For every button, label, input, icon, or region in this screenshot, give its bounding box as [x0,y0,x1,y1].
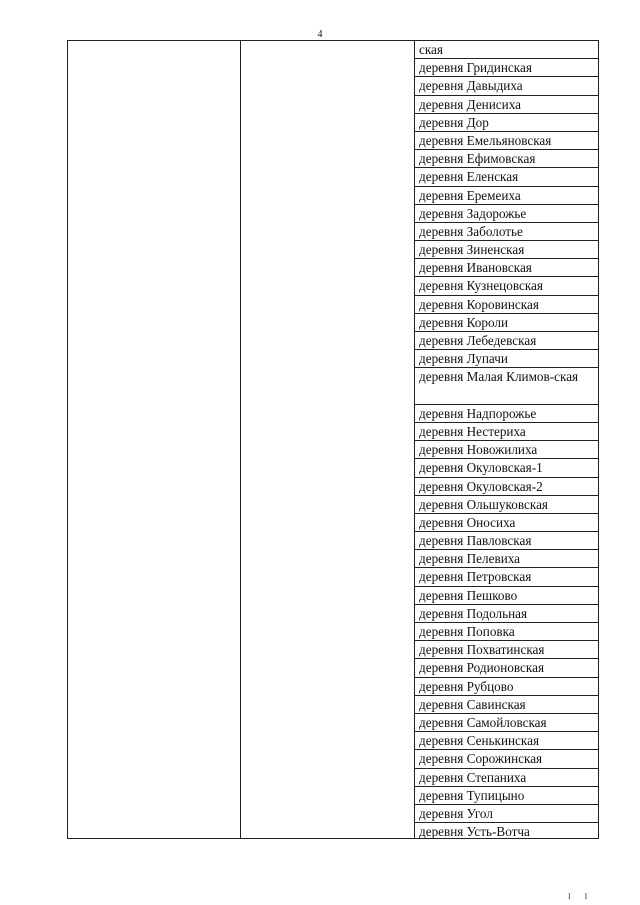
settlement-list [415,41,598,838]
page-number: 4 [317,29,323,40]
settlement-row: деревня Ефимовская [415,150,598,168]
settlement-row: деревня Подольная [415,605,598,623]
settlement-row: деревня Зиненская [415,241,598,259]
settlement-row: деревня Павловская [415,532,598,550]
settlement-row: деревня Рубцово [415,678,598,696]
settlement-row: деревня Угол [415,805,598,823]
settlement-row: деревня Заболотье [415,223,598,241]
footer-mark: I I [568,892,594,901]
settlement-row: деревня Усть-Вотча [419,824,530,840]
settlement-row: деревня Сенькинская [415,732,598,750]
settlement-row: деревня Новожилиха [415,441,598,459]
settlements-table [67,40,599,839]
settlement-row: деревня Короли [415,314,598,332]
settlement-row: деревня Самойловская [415,714,598,732]
settlement-row: деревня Тупицыно [415,787,598,805]
settlement-row: деревня Поповка [415,623,598,641]
settlement-row: деревня Окуловская-2 [415,478,598,496]
settlement-row: деревня Петровская [415,568,598,586]
settlement-row: деревня Оносиха [415,514,598,532]
settlement-row: деревня Ольшуковская [415,496,598,514]
table-column-empty-2 [241,41,415,838]
settlement-row: деревня Коровинская [415,296,598,314]
settlement-row: деревня Денисиха [415,96,598,114]
settlement-row: деревня Окуловская-1 [415,459,598,477]
settlement-row: деревня Задорожье [415,205,598,223]
settlement-row: деревня Савинская [415,696,598,714]
settlement-row: деревня Лебедевская [415,332,598,350]
settlement-row: деревня Еремеиха [415,187,598,205]
settlement-row: деревня Емельяновская [415,132,598,150]
settlement-row: деревня Давыдиха [415,77,598,95]
settlement-row: деревня Кузнецовская [415,277,598,295]
settlement-row: деревня Еленская [415,168,598,186]
settlement-row: ская [415,41,598,59]
settlement-row: деревня Гридинская [415,59,598,77]
settlement-row: деревня Дор [415,114,598,132]
settlement-row: деревня Малая Климов-ская [415,368,598,404]
settlement-row: деревня Надпорожье [415,405,598,423]
settlement-row: деревня Лупачи [415,350,598,368]
settlement-row: деревня Нестериха [415,423,598,441]
settlement-row: деревня Похватинская [415,641,598,659]
settlement-row: деревня Пешково [415,587,598,605]
settlement-row: деревня Пелевиха [415,550,598,568]
settlement-row: деревня Родионовская [415,659,598,677]
table-column-empty-1 [68,41,241,838]
settlement-row: деревня Ивановская [415,259,598,277]
settlement-row: деревня Сорожинская [415,750,598,768]
settlement-row: деревня Степаниха [415,769,598,787]
